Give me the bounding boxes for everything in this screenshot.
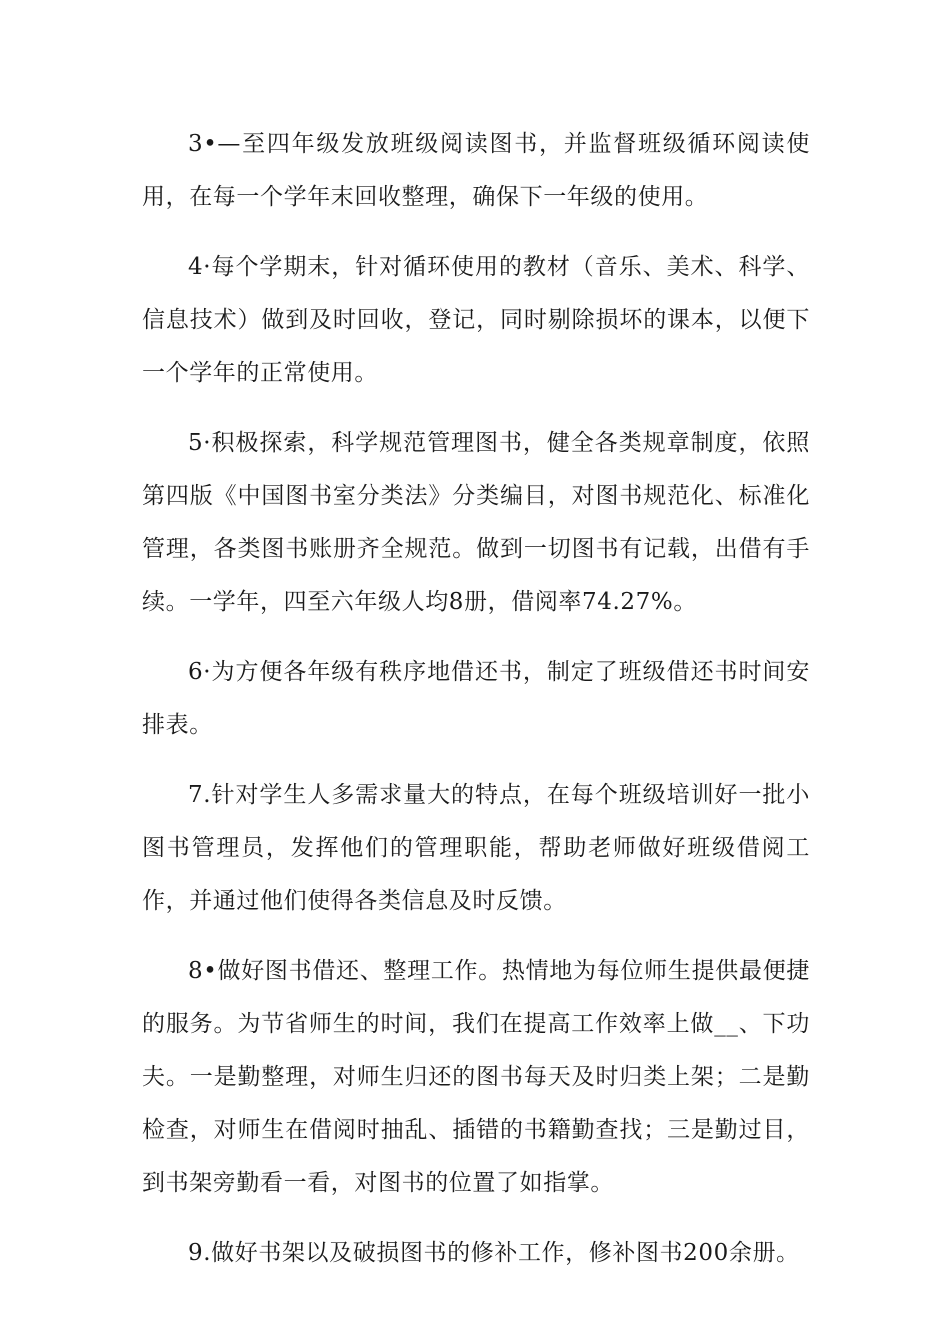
paragraph-item-8: 8•做好图书借还、整理工作。热情地为每位师生提供最便捷的服务。为节省师生的时间，我们在提高工作效率上做__、下功夫。一是勤整理，对师生归还的图书每天及时归类上架；二是勤检查，对师生在借阅时抽乱、插错的书籍勤查找；三是勤过目，到书架旁勤看一看，对图书的位置了如指掌。 — [142, 958, 810, 1196]
paragraph-item-5: 5·积极探索，科学规范管理图书，健全各类规章制度，依照第四版《中国图书室分类法》分类编目，对图书规范化、标准化管理，各类图书账册齐全规范。做到一切图书有记载，出借有手续。一学年，四至六年级人均8册，借阅率74.27%。 — [142, 430, 810, 615]
paragraph-item-4: 4·每个学期末，针对循环使用的教材（音乐、美术、科学、信息技术）做到及时回收，登记，同时剔除损坏的课本，以便下一个学年的正常使用。 — [142, 254, 810, 386]
paragraph-item-7: 7.针对学生人多需求量大的特点，在每个班级培训好一批小图书管理员，发挥他们的管理职能，帮助老师做好班级借阅工作，并通过他们使得各类信息及时反馈。 — [142, 782, 810, 914]
paragraph-item-9: 9.做好书架以及破损图书的修补工作，修补图书200余册。 — [188, 1240, 800, 1266]
document-body — [142, 118, 810, 1297]
paragraph-item-3: 3•—至四年级发放班级阅读图书，并监督班级循环阅读使用，在每一个学年末回收整理，确保下一年级的使用。 — [142, 131, 810, 210]
paragraph-item-6: 6·为方便各年级有秩序地借还书，制定了班级借还书时间安排表。 — [142, 659, 810, 738]
